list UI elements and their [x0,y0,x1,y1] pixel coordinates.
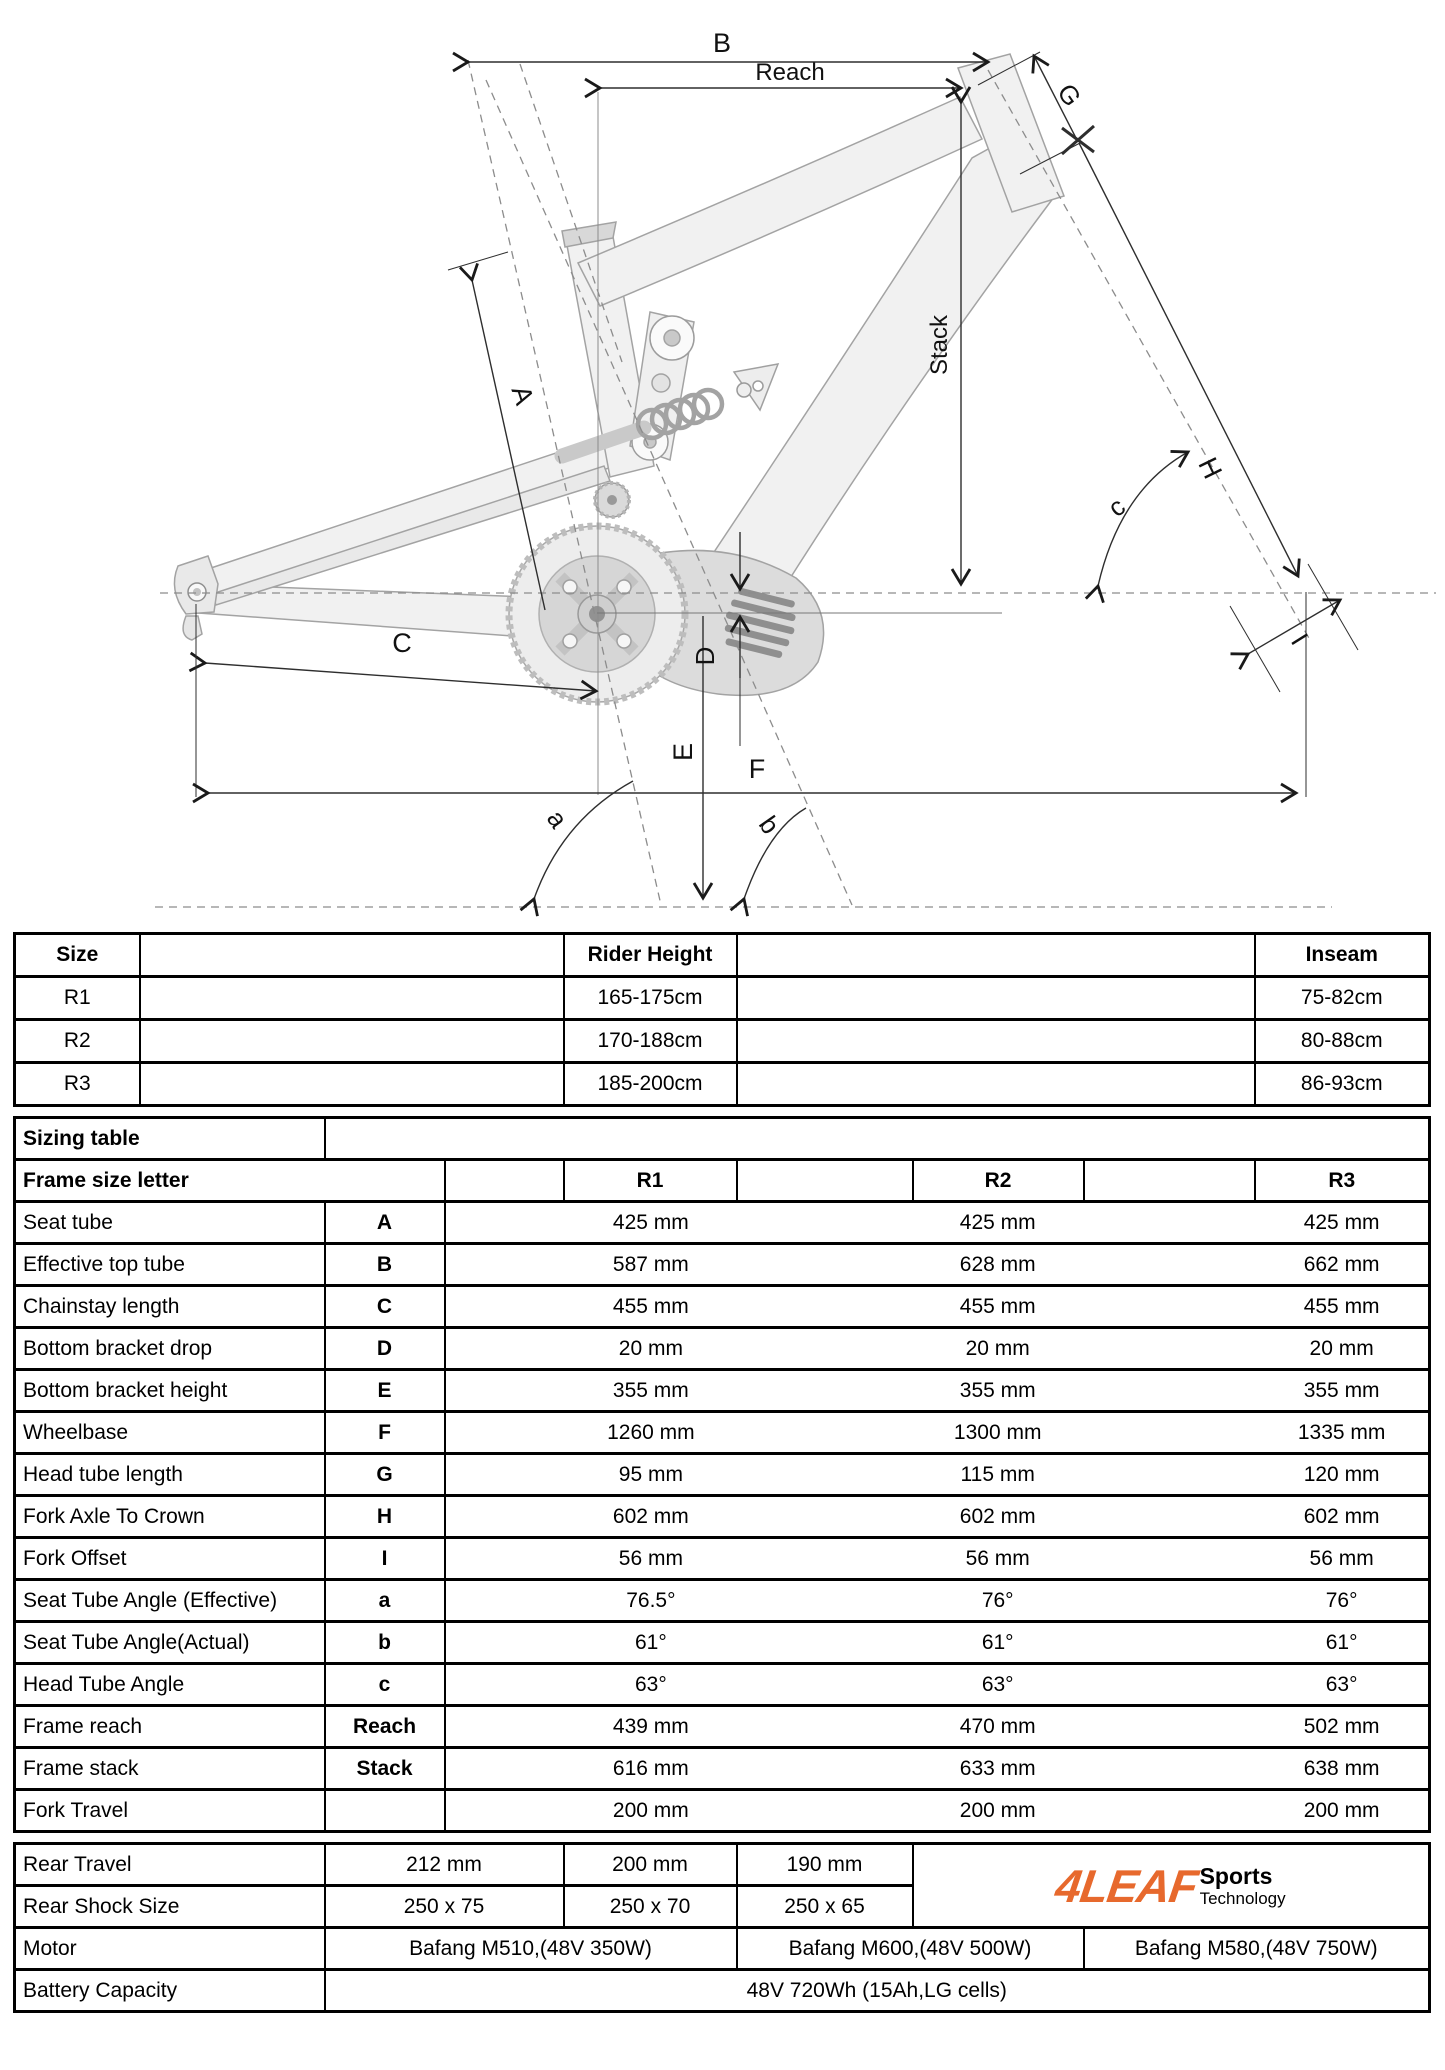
geo-letter: F [325,1412,445,1454]
geo-letter: D [325,1328,445,1370]
geo-label: Chainstay length [15,1286,325,1328]
geo-letter: H [325,1496,445,1538]
geo-values: 602 mm 602 mm 602 mm [445,1496,1430,1538]
col-header-size: Size [15,934,140,977]
col-header-inseam: Inseam [1255,934,1430,977]
dim-a-ang-arc [534,781,633,899]
geo-label: Head Tube Angle [15,1664,325,1706]
motor-value: Bafang M580,(48V 750W) [1084,1928,1430,1970]
empty-cell [737,1160,913,1202]
table-row [15,1328,1430,1370]
geo-letter: E [325,1370,445,1412]
rear-travel-value: 190 mm [737,1844,913,1886]
table-row [15,1370,1430,1412]
geo-letter: B [325,1244,445,1286]
rear-shock-value: 250 x 65 [737,1886,913,1928]
diagram-area [0,0,1445,934]
crown-x-tick [1062,126,1094,154]
col-header-r2: R2 [913,1160,1084,1202]
table-row [15,1020,1430,1063]
empty-cell [325,1118,1430,1160]
dim-label-i: I [1284,628,1315,651]
geo-label: Bottom bracket height [15,1370,325,1412]
brand-logo [913,1844,1430,1928]
geo-letter: Stack [325,1748,445,1790]
geo-values: 616 mm 633 mm 638 mm [445,1748,1430,1790]
frame-geometry-diagram [0,0,1445,934]
geo-label: Seat Tube Angle(Actual) [15,1622,325,1664]
size-table [13,932,1431,1107]
dim-label-h: H [1192,452,1228,484]
size-value: R3 [15,1063,140,1106]
dim-label-b-ang: b [752,810,786,840]
geo-letter: b [325,1622,445,1664]
dim-label-reach: Reach [755,59,825,86]
empty-cell [140,934,564,977]
rider-height-value: 185-200cm [564,1063,737,1106]
geo-label: Fork Axle To Crown [15,1496,325,1538]
geo-values: 355 mm 355 mm 355 mm [445,1370,1430,1412]
geo-letter: C [325,1286,445,1328]
geo-values: 425 mm 425 mm 425 mm [445,1202,1430,1244]
chainring [509,526,685,702]
dim-label-a-ang: a [540,804,574,834]
dim-label-e: E [668,742,698,762]
empty-cell [737,1020,1255,1063]
geo-label: Frame stack [15,1748,325,1790]
spec-sheet [13,932,1432,2022]
geo-values: 200 mm 200 mm 200 mm [445,1790,1430,1832]
rear-shock-label: Rear Shock Size [15,1886,325,1928]
dim-i-tick-rear [1230,606,1280,692]
geo-label: Seat Tube Angle (Effective) [15,1580,325,1622]
geo-letter: c [325,1664,445,1706]
dim-label-f: F [748,754,766,784]
dim-label-c-ang: c [1102,491,1131,523]
empty-cell [140,977,564,1020]
empty-cell [737,1063,1255,1106]
table-row [15,1970,1430,2012]
geo-values: 61° 61° 61° [445,1622,1430,1664]
dim-label-stack: Stack [926,314,953,376]
table-row [15,977,1430,1020]
table-row [15,1244,1430,1286]
geo-label: Fork Offset [15,1538,325,1580]
seat-tube-axis [520,64,622,362]
logo-technology-text: Technology [1199,1888,1286,1908]
table-row [15,1790,1430,1832]
empty-cell [445,1160,564,1202]
geo-label: Effective top tube [15,1244,325,1286]
dim-a-ext [448,252,508,270]
table-row [15,1844,1430,1886]
motor-label: Motor [15,1928,325,1970]
battery-value: 48V 720Wh (15Ah,LG cells) [325,1970,1430,2012]
geo-letter: G [325,1454,445,1496]
table-row [15,1202,1430,1244]
size-value: R1 [15,977,140,1020]
geo-letter: a [325,1580,445,1622]
geo-label: Fork Travel [15,1790,325,1832]
dim-label-a-len: A [505,382,540,409]
size-value: R2 [15,1020,140,1063]
dim-a-line [472,280,545,610]
sizing-table [13,1116,1431,1833]
geo-letter: A [325,1202,445,1244]
col-header-r3: R3 [1255,1160,1430,1202]
geo-values: 20 mm 20 mm 20 mm [445,1328,1430,1370]
empty-cell [737,977,1255,1020]
inseam-value: 75-82cm [1255,977,1430,1020]
dim-c-arc [1098,452,1188,586]
inseam-value: 86-93cm [1255,1063,1430,1106]
geo-values: 56 mm 56 mm 56 mm [445,1538,1430,1580]
empty-cell [737,934,1255,977]
table-row [15,1454,1430,1496]
geo-values: 63° 63° 63° [445,1664,1430,1706]
table-row [15,1928,1430,1970]
col-header-r1: R1 [564,1160,737,1202]
rear-travel-value: 200 mm [564,1844,737,1886]
spec-table [13,1842,1431,2013]
rocker-link [630,312,694,460]
rear-shock-value: 250 x 75 [325,1886,564,1928]
col-header-rider-height: Rider Height [564,934,737,977]
steering-axis [988,70,1310,640]
geo-values: 95 mm 115 mm 120 mm [445,1454,1430,1496]
table-row [15,1706,1430,1748]
geo-label: Wheelbase [15,1412,325,1454]
geo-values: 76.5° 76° 76° [445,1580,1430,1622]
empty-cell [140,1020,564,1063]
geo-letter: I [325,1538,445,1580]
table-row [15,1748,1430,1790]
table-row [15,1063,1430,1106]
geo-letter: Reach [325,1706,445,1748]
geo-values: 587 mm 628 mm 662 mm [445,1244,1430,1286]
motor-value: Bafang M510,(48V 350W) [325,1928,737,1970]
geo-label: Frame reach [15,1706,325,1748]
rider-height-value: 165-175cm [564,977,737,1020]
table-row [15,1622,1430,1664]
geo-label: Head tube length [15,1454,325,1496]
dim-label-b: B [712,28,732,58]
sizing-table-title-row [15,1118,1430,1160]
dim-i-tick-front [1308,564,1358,650]
logo-sports-text: Sports [1199,1862,1273,1889]
dim-label-g: G [1051,77,1088,112]
frame-size-letter-header: Frame size letter [15,1160,445,1202]
geo-values: 455 mm 455 mm 455 mm [445,1286,1430,1328]
table-row [15,1664,1430,1706]
geo-label: Seat tube [15,1202,325,1244]
geo-values: 439 mm 470 mm 502 mm [445,1706,1430,1748]
motor-value: Bafang M600,(48V 500W) [737,1928,1084,1970]
dim-label-c-len: C [392,628,412,658]
bike-frame-illustration [174,54,1064,702]
geo-label: Bottom bracket drop [15,1328,325,1370]
rear-shock-value: 250 x 70 [564,1886,737,1928]
table-row [15,1538,1430,1580]
table-row [15,1580,1430,1622]
logo-brand: 4LEAF [1052,1859,1201,1912]
rear-travel-label: Rear Travel [15,1844,325,1886]
rear-travel-value: 212 mm [325,1844,564,1886]
section-title: Sizing table [15,1118,325,1160]
table-row [15,1286,1430,1328]
sizing-table-header [15,1160,1430,1202]
geo-values: 1260 mm 1300 mm 1335 mm [445,1412,1430,1454]
geo-letter [325,1790,445,1832]
table-row [15,1412,1430,1454]
rider-height-value: 170-188cm [564,1020,737,1063]
dim-label-d: D [690,646,720,666]
empty-cell [1084,1160,1255,1202]
empty-cell [140,1063,564,1106]
table-row [15,1496,1430,1538]
idler-pulley [595,483,629,517]
battery-label: Battery Capacity [15,1970,325,2012]
inseam-value: 80-88cm [1255,1020,1430,1063]
size-table-header [15,934,1430,977]
